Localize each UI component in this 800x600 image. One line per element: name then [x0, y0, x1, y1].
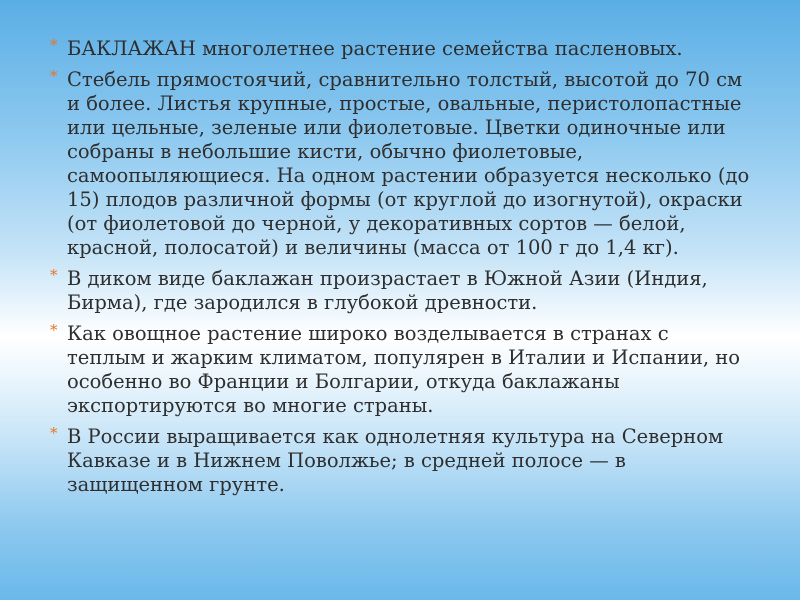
bullet-text: Стебель прямостоячий, сравнительно толстый, высотой до 70 см и более. Листья крупные, простые, овальные, перистолопастные или цельные, зеленые или фиолетовые. Цветки одиночные или собраны в небольшие кисти, обычно фиолетовые, самоопыляющиеся. На одном растении образуется несколько (до 15) плодов различной формы (от круглой до изогнутой), окраски (от фиолетовой до черной, у декоративных сортов — белой, красной, полосатой) и величины (масса от 100 г до 1,4 кг).	[67, 68, 750, 259]
bullet-item	[50, 37, 750, 61]
bullet-text: В диком виде баклажан произрастает в Южной Азии (Индия, Бирма), где зародился в глубокой древности.	[67, 267, 708, 314]
bullet-item	[50, 68, 750, 260]
bullet-text: БАКЛАЖАН многолетнее растение семейства пасленовых.	[67, 37, 683, 60]
bullet-item	[50, 425, 750, 497]
bullet-text: Как овощное растение широко возделывается в странах с теплым и жарким климатом, популярен в Италии и Испании, но особенно во Франции и Болгарии, откуда баклажаны экспортируются во многие страны.	[67, 322, 741, 417]
bullet-item	[50, 267, 750, 315]
bullet-text: В России выращивается как однолетняя культура на Северном Кавказе и в Нижнем Поволжье; в средней полосе — в защищенном грунте.	[67, 425, 724, 496]
asterisk-bullet-icon: *	[50, 424, 58, 442]
bullet-item	[50, 322, 750, 418]
bullet-list	[50, 37, 750, 504]
asterisk-bullet-icon: *	[50, 36, 58, 54]
asterisk-bullet-icon: *	[50, 266, 58, 284]
asterisk-bullet-icon: *	[50, 321, 58, 339]
asterisk-bullet-icon: *	[50, 67, 58, 85]
